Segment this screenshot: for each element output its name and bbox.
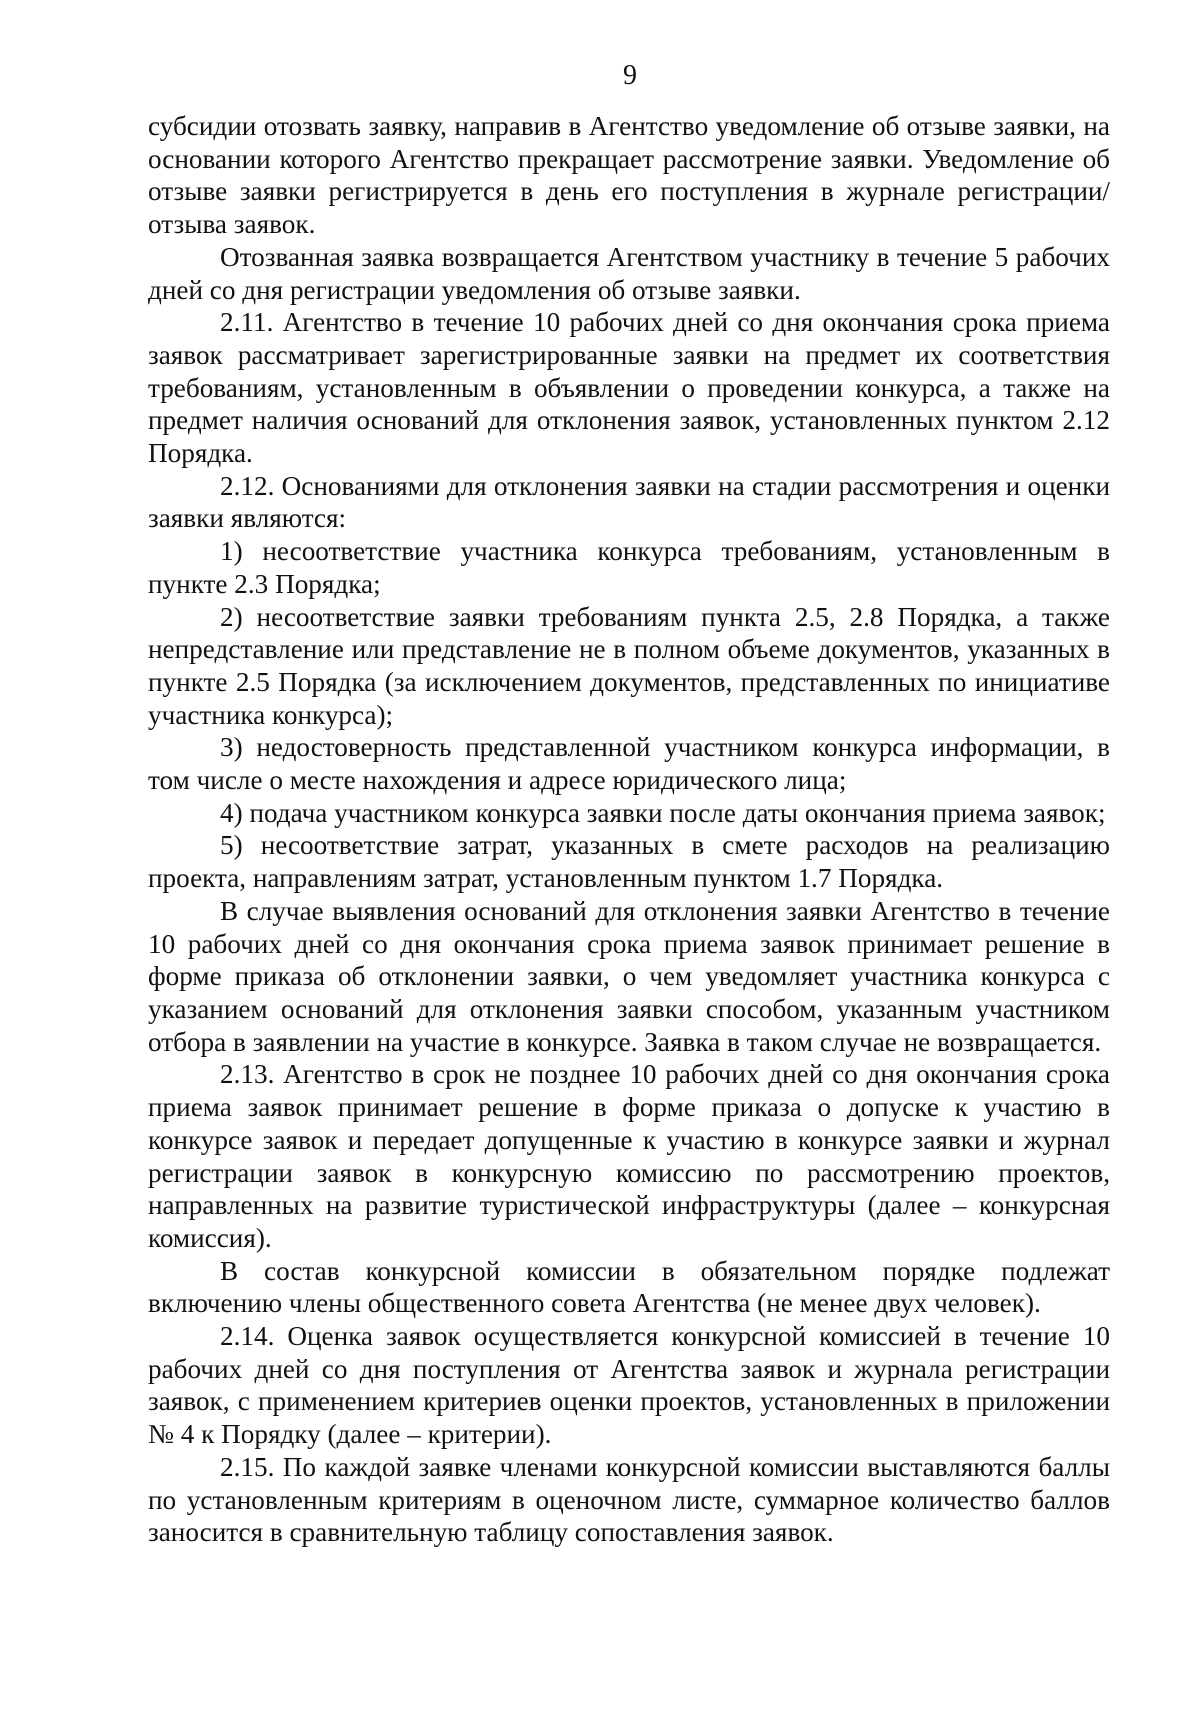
paragraph-2-15: 2.15. По каждой заявке членами конкурсной комиссии выставляются баллы по установленным критериям в оценочном листе, суммарное количество баллов заносится в сравнительную таблицу сопоставления заявок. — [148, 1451, 1110, 1548]
paragraph-2-11: 2.11. Агентство в течение 10 рабочих дней со дня окончания срока приема заявок рассматривает зарегистрированные заявки на предмет их соответствия требованиям, установленным в объявлении о проведении конкурса, а также на предмет наличия оснований для отклонения заявок, установленных пунктом 2.12 Порядка. — [148, 307, 1110, 469]
list-item-2: 2) несоответствие заявки требованиям пункта 2.5, 2.8 Порядка, а также непредставление или представление не в полном объеме документов, указанных в пункте 2.5 Порядка (за исключением документов, представленных по инициативе участника конкурса); — [148, 601, 1110, 730]
paragraph-2-14: 2.14. Оценка заявок осуществляется конкурсной комиссией в течение 10 рабочих дней со дня поступления от Агентства заявок и журнала регистрации заявок, с применением критериев оценки проектов, установленных в приложении № 4 к Порядку (далее – критерии). — [148, 1321, 1110, 1450]
list-item-4: 4) подача участником конкурса заявки после даты окончания приема заявок; — [220, 797, 1106, 828]
paragraph-withdrawn-application: Отозванная заявка возвращается Агентством участнику в течение 5 рабочих дней со дня регистрации уведомления об отзыве заявки. — [148, 241, 1110, 305]
paragraph-commission-composition: В состав конкурсной комиссии в обязательном порядке подлежат включению члены общественного совета Агентства (не менее двух человек). — [148, 1255, 1110, 1319]
page-number: 9 — [623, 60, 637, 91]
paragraph-rejection-case: В случае выявления оснований для отклонения заявки Агентство в течение 10 рабочих дней со дня окончания срока приема заявок принимает решение в форме приказа об отклонении заявки, о чем уведомляет участника конкурса с указанием оснований для отклонения заявки способом, указанным участником отбора в заявлении на участие в конкурсе. Заявка в таком случае не возвращается. — [148, 895, 1110, 1057]
paragraph-continuation: субсидии отозвать заявку, направив в Агентство уведомление об отзыве заявки, на основании которого Агентство прекращает рассмотрение заявки. Уведомление об отзыве заявки регистрируется в день его поступления в журнале регистрации/отзыва заявок. — [148, 111, 1110, 240]
paragraph-2-12: 2.12. Основаниями для отклонения заявки на стадии рассмотрения и оценки заявки являются: — [148, 470, 1110, 534]
document-body — [148, 110, 1110, 1549]
list-item-1: 1) несоответствие участника конкурса требованиям, установленным в пункте 2.3 Порядка; — [148, 536, 1110, 599]
list-item-3: 3) недостоверность представленной участником конкурса информации, в том числе о месте нахождения и адресе юридического лица; — [148, 732, 1110, 796]
list-item-5: 5) несоответствие затрат, указанных в смете расходов на реализацию проекта, направлениям затрат, установленным пунктом 1.7 Порядка. — [148, 830, 1110, 894]
paragraph-2-13: 2.13. Агентство в срок не позднее 10 рабочих дней со дня окончания срока приема заявок принимает решение в форме приказа о допуске к участию в конкурсе заявок и передает допущенные к участию в конкурсе заявки и журнал регистрации заявок в конкурсную комиссию по рассмотрению проектов, направленных на развитие туристической инфраструктуры (далее – конкурсная комиссия). — [148, 1059, 1110, 1253]
